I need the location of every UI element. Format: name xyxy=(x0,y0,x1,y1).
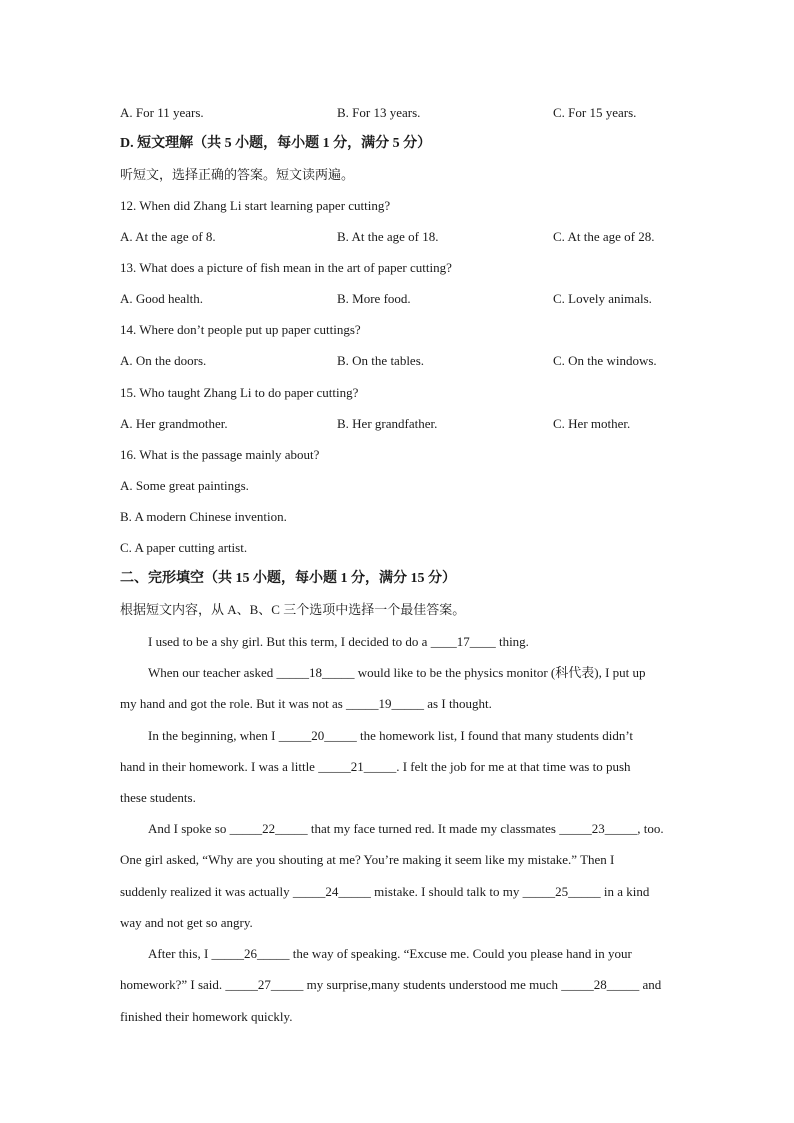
blank-28: _____28_____ xyxy=(561,977,640,992)
passage-text: hand in their homework. I was a little xyxy=(120,759,319,774)
section-d-title: D. 短文理解（共 5 小题，每小题 1 分，满分 5 分） xyxy=(120,136,432,151)
blank-19: _____19_____ xyxy=(346,696,425,711)
question-stem: 12. When did Zhang Li start learning paper cutting? xyxy=(120,198,391,213)
option-a: A. Some great paintings. xyxy=(120,478,249,493)
passage-text: thing. xyxy=(495,634,529,649)
passage-line: finished their homework quickly. xyxy=(120,1009,293,1024)
question-stem: 16. What is the passage mainly about? xyxy=(120,447,320,462)
passage-line xyxy=(120,945,632,963)
passage-text: my hand and got the role. But it was not as xyxy=(120,696,347,711)
section-d-instruction: 听短文，选择正确的答案。短文读两遍。 xyxy=(120,167,355,182)
passage-text: After this, I xyxy=(148,946,212,961)
option-b: B. On the tables. xyxy=(337,353,425,368)
passage-text: that my face turned red. It made my classmates xyxy=(307,821,560,836)
passage-text: the homework list, I found that many students didn’t xyxy=(356,728,634,743)
option-a: A. Good health. xyxy=(120,291,204,306)
passage-text: , too. xyxy=(637,821,664,836)
blank-20: _____20_____ xyxy=(278,728,357,743)
blank-18: _____18_____ xyxy=(276,665,355,680)
blank-22: _____22_____ xyxy=(229,821,308,836)
passage-line xyxy=(120,633,529,651)
blank-21: _____21_____ xyxy=(318,759,397,774)
passage-text: homework?” I said. xyxy=(120,977,226,992)
blank-27: _____27_____ xyxy=(225,977,304,992)
passage-text: the way of speaking. “Excuse me. Could you please hand in your xyxy=(289,946,632,961)
passage-text: When our teacher asked xyxy=(148,665,277,680)
passage-text: would like to be the physics monitor (科代表), I put up xyxy=(354,665,646,680)
q11-option-c: C. For 15 years. xyxy=(553,105,637,120)
passage-line xyxy=(120,883,649,901)
q11-option-a: A. For 11 years. xyxy=(120,105,204,120)
passage-text: mistake. I should talk to my xyxy=(370,884,523,899)
passage-text: In the beginning, when I xyxy=(148,728,279,743)
passage-line xyxy=(120,664,646,682)
blank-25: _____25_____ xyxy=(522,884,601,899)
passage-text: my surprise,many students understood me much xyxy=(303,977,562,992)
blank-17: ____17____ xyxy=(430,634,496,649)
passage-line xyxy=(120,758,631,776)
passage-line xyxy=(120,976,661,994)
blank-26: _____26_____ xyxy=(211,946,290,961)
option-c: C. Her mother. xyxy=(553,416,631,431)
passage-line xyxy=(120,727,633,745)
question-stem: 14. Where don’t people put up paper cuttings? xyxy=(120,322,361,337)
option-b: B. More food. xyxy=(337,291,411,306)
section-2-instruction: 根据短文内容，从 A、B、C 三个选项中选择一个最佳答案。 xyxy=(120,602,466,617)
section-2-title: 二、完形填空（共 15 小题，每小题 1 分，满分 15 分） xyxy=(120,571,456,586)
passage-text: I used to be a shy girl. But this term, I decided to do a xyxy=(148,634,431,649)
passage-text: suddenly realized it was actually xyxy=(120,884,293,899)
blank-23: _____23_____ xyxy=(559,821,638,836)
option-b: B. At the age of 18. xyxy=(337,229,439,244)
option-b: B. Her grandfather. xyxy=(337,416,438,431)
question-stem: 13. What does a picture of fish mean in the art of paper cutting? xyxy=(120,260,452,275)
option-b: B. A modern Chinese invention. xyxy=(120,509,287,524)
option-c: C. At the age of 28. xyxy=(553,229,655,244)
passage-text: in a kind xyxy=(600,884,650,899)
passage-line: way and not get so angry. xyxy=(120,915,253,930)
option-a: A. On the doors. xyxy=(120,353,207,368)
passage-line xyxy=(120,820,664,838)
passage-text: and xyxy=(639,977,662,992)
q11-option-b: B. For 13 years. xyxy=(337,105,421,120)
option-c: C. On the windows. xyxy=(553,353,657,368)
passage-line: One girl asked, “Why are you shouting at me? You’re making it seem like my mistake.” Then I xyxy=(120,852,615,867)
passage-line: these students. xyxy=(120,790,196,805)
passage-line xyxy=(120,695,492,713)
passage-text: as I thought. xyxy=(424,696,492,711)
blank-24: _____24_____ xyxy=(292,884,371,899)
question-stem: 15. Who taught Zhang Li to do paper cutting? xyxy=(120,385,359,400)
passage-text: And I spoke so xyxy=(148,821,230,836)
option-a: A. At the age of 8. xyxy=(120,229,216,244)
option-a: A. Her grandmother. xyxy=(120,416,228,431)
option-c: C. Lovely animals. xyxy=(553,291,652,306)
passage-text: . I felt the job for me at that time was to push xyxy=(396,759,631,774)
option-c: C. A paper cutting artist. xyxy=(120,540,248,555)
